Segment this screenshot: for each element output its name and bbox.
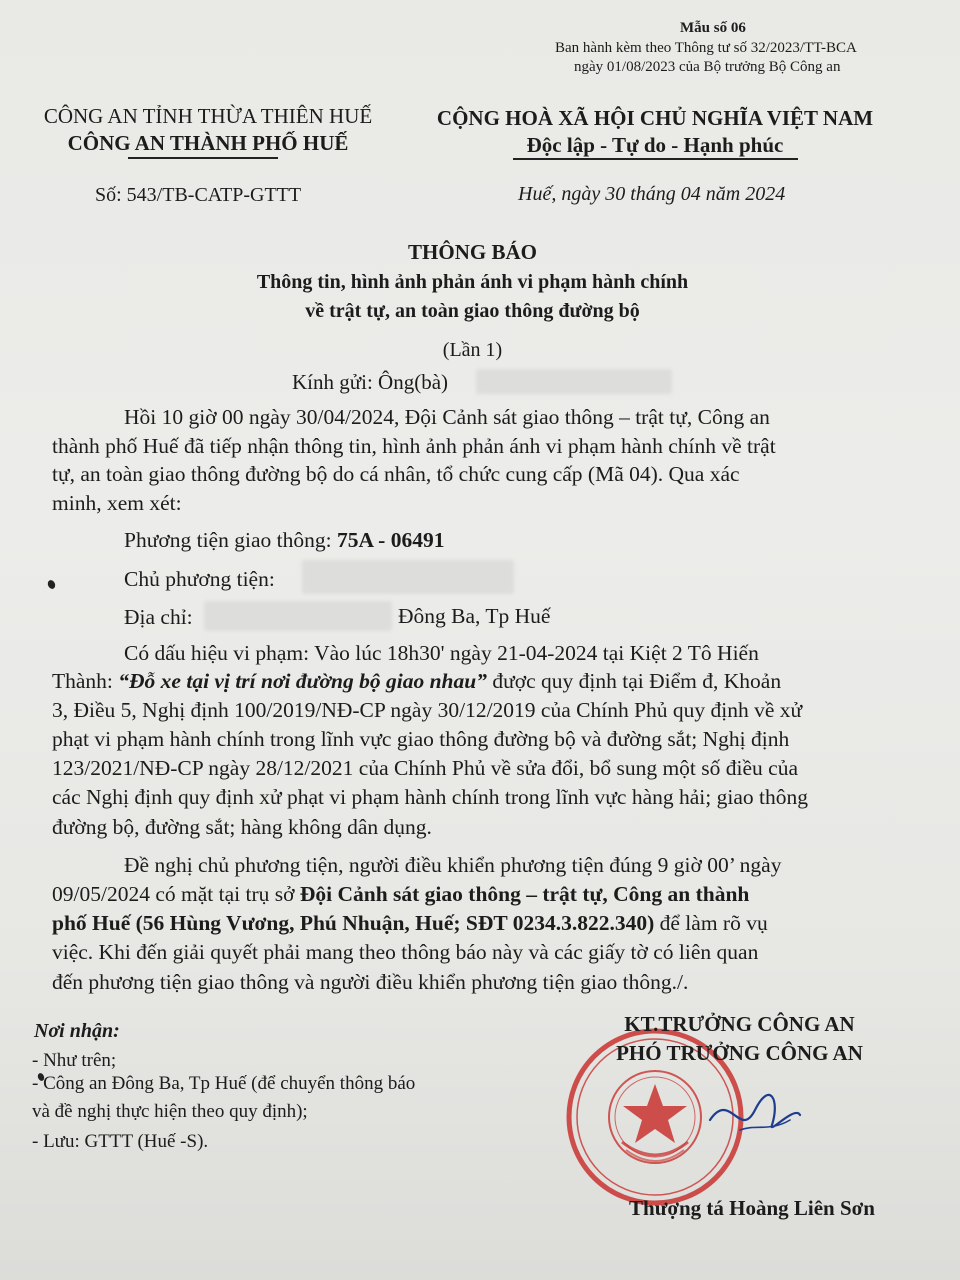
form-issued-with: Ban hành kèm theo Thông tư số 32/2023/TT-BCA: [555, 40, 857, 56]
signature-title-line1: KT.TRƯỞNG CÔNG AN: [624, 1012, 855, 1036]
vehicle-label: Phương tiện giao thông:: [124, 528, 337, 552]
request-line3-suffix: để làm rõ vụ: [654, 911, 768, 935]
intro-line-4: minh, xem xét:: [52, 491, 182, 515]
agency-underline: [128, 157, 278, 159]
recipients-title: Nơi nhận:: [34, 1020, 120, 1042]
agency-parent: CÔNG AN TỈNH THỪA THIÊN HUẾ: [43, 104, 373, 128]
recipient-item-1: - Như trên;: [32, 1050, 117, 1071]
document-number: Số: 543/TB-CATP-GTTT: [95, 184, 302, 206]
violation-line2-prefix: Thành:: [52, 669, 119, 693]
redacted-recipient-name: [476, 369, 672, 394]
document-subtitle-line1: Thông tin, hình ảnh phản ánh vi phạm hành chính: [256, 271, 689, 293]
nation-motto: Độc lập - Tự do - Hạnh phúc: [526, 133, 784, 157]
request-line2-prefix: 09/05/2024 có mặt tại trụ sở: [52, 882, 300, 906]
violation-line2-suffix: được quy định tại Điểm đ, Khoản: [486, 669, 782, 693]
paper-mark: [46, 579, 56, 590]
signature-scribble: [700, 1080, 810, 1150]
intro-line-1: Hồi 10 giờ 00 ngày 30/04/2024, Đội Cảnh sát giao thông – trật tự, Công an: [124, 405, 770, 429]
recipient-item-2: - Công an Đông Ba, Tp Huế (để chuyển thông báo: [32, 1073, 416, 1094]
request-line-1: Đề nghị chủ phương tiện, người điều khiển phương tiện đúng 9 giờ 00’ ngày: [124, 853, 782, 877]
violation-line-4: phạt vi phạm hành chính trong lĩnh vực giao thông đường bộ và đường sắt; Nghị định: [52, 727, 790, 751]
violation-description: “Đỗ xe tại vị trí nơi đường bộ giao nhau”: [118, 669, 487, 693]
nation-name: CỘNG HOÀ XÃ HỘI CHỦ NGHĨA VIỆT NAM: [436, 106, 874, 130]
address-value: Đông Ba, Tp Huế: [398, 604, 551, 628]
vehicle-row: [124, 528, 444, 553]
request-office: Đội Cảnh sát giao thông – trật tự, Công an thành: [299, 882, 750, 906]
request-line-4: việc. Khi đến giải quyết phải mang theo thông báo này và các giấy tờ có liên quan: [52, 940, 759, 964]
redacted-owner-name: [302, 560, 514, 594]
agency-name: CÔNG AN THÀNH PHỐ HUẾ: [67, 131, 349, 155]
violation-line-6: các Nghị định quy định xử phạt vi phạm hành chính trong lĩnh vực hàng hải; giao thông: [52, 785, 808, 809]
motto-underline: [513, 158, 798, 160]
recipient-label: Kính gửi: Ông(bà): [292, 370, 449, 394]
redacted-address: [204, 601, 392, 631]
signer-name: Thượng tá Hoàng Liên Sơn: [629, 1196, 875, 1220]
form-issued-date: ngày 01/08/2023 của Bộ trưởng Bộ Công an: [574, 59, 841, 75]
occurrence-note: (Lần 1): [442, 339, 503, 361]
address-label: Địa chỉ:: [124, 605, 193, 629]
violation-line-1: Có dấu hiệu vi phạm: Vào lúc 18h30' ngày 21-04-2024 tại Kiệt 2 Tô Hiến: [124, 641, 759, 665]
document-place-date: Huế, ngày 30 tháng 04 năm 2024: [518, 183, 786, 205]
intro-line-2: thành phố Huế đã tiếp nhận thông tin, hình ảnh phản ánh vi phạm hành chính về trật: [52, 434, 776, 458]
owner-label: Chủ phương tiện:: [124, 567, 275, 591]
document-subtitle-line2: về trật tự, an toàn giao thông đường bộ: [305, 300, 640, 322]
violation-line-7: đường bộ, đường sắt; hàng không dân dụng.: [52, 815, 432, 839]
request-line-5: đến phương tiện giao thông và người điều khiển phương tiện giao thông./.: [52, 970, 689, 994]
violation-line-5: 123/2021/NĐ-CP ngày 28/12/2021 của Chính Phủ về sửa đổi, bổ sung một số điều của: [52, 756, 798, 780]
signature-title-line2: PHÓ TRƯỞNG CÔNG AN: [616, 1041, 863, 1065]
request-address-phone: phố Huế (56 Hùng Vương, Phú Nhuận, Huế; SĐT 0234.3.822.340): [52, 911, 655, 935]
recipient-item-4: - Lưu: GTTT (Huế -S).: [32, 1131, 209, 1152]
vehicle-plate: 75A - 06491: [336, 528, 445, 552]
request-line-2: [52, 882, 749, 907]
violation-line-2: [52, 669, 781, 694]
intro-line-3: tự, an toàn giao thông đường bộ do cá nhân, tổ chức cung cấp (Mã 04). Qua xác: [52, 462, 740, 486]
recipient-item-3: và đề nghị thực hiện theo quy định);: [32, 1101, 308, 1122]
violation-line-3: 3, Điều 5, Nghị định 100/2019/NĐ-CP ngày 30/12/2019 của Chính Phủ quy định về xử: [52, 698, 803, 722]
document-title: THÔNG BÁO: [408, 240, 537, 264]
request-line-3: [52, 911, 768, 936]
form-number: Mẫu số 06: [680, 20, 746, 36]
